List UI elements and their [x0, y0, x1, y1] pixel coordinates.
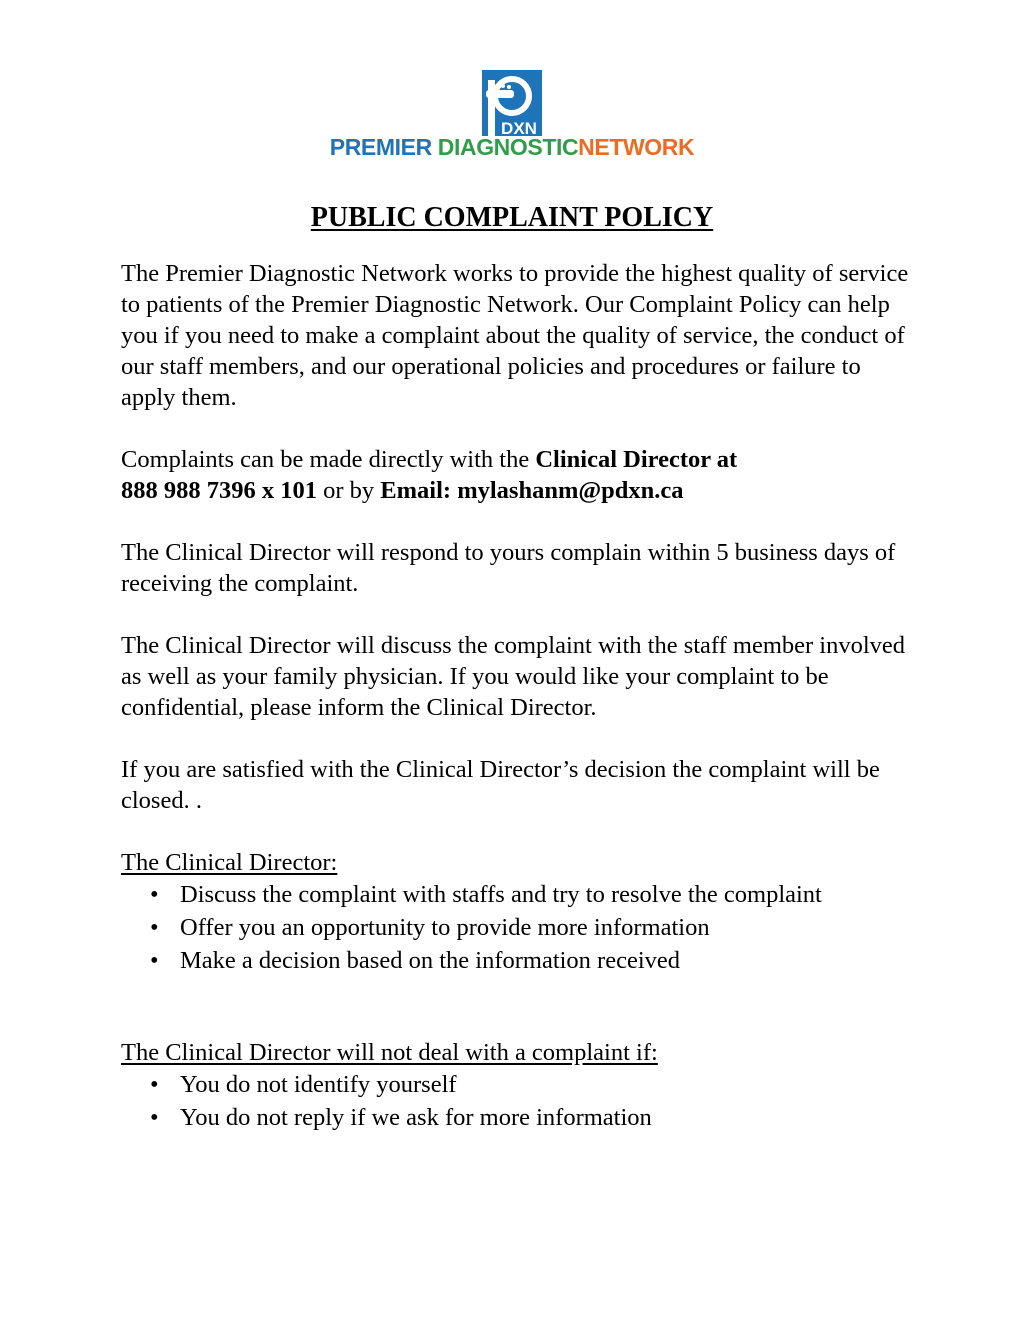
contact-lead: Complaints can be made directly with the	[121, 446, 536, 473]
list-item: • Make a decision based on the information received	[121, 944, 921, 977]
logo-word-network: NETWORK	[578, 134, 695, 160]
logo-word-diagnostic: DIAGNOSTIC	[437, 134, 579, 160]
contact-email: Email: mylashanm@pdxn.ca	[380, 477, 684, 504]
policy-body	[121, 258, 921, 1134]
list-item: • Discuss the complaint with staffs and try to resolve the complaint	[121, 878, 921, 911]
intro-paragraph: The Premier Diagnostic Network works to provide the highest quality of service to patients of the Premier Diagnostic Network. Our Complaint Policy can help you if you need to make a complaint about the quality of service, the conduct of our staff members, and our operational policies and procedures or failure to apply them.	[121, 260, 909, 411]
bullet-icon: •	[150, 1071, 159, 1098]
company-name	[0, 132, 1024, 162]
director-actions-list	[121, 878, 921, 977]
not-deal-list	[121, 1068, 921, 1134]
company-logo	[0, 68, 1024, 163]
bullet-icon: •	[150, 881, 159, 908]
pdxn-logo-mark	[482, 70, 542, 136]
logo-word-premier: PREMIER	[329, 134, 432, 160]
closing-paragraph: If you are satisfied with the Clinical Director’s decision the complaint will be closed. .	[121, 756, 880, 814]
contact-phone: 888 988 7396 x 101	[121, 477, 317, 504]
contact-paragraph	[121, 444, 921, 506]
logo-mark-text: DXN	[501, 119, 537, 136]
contact-middle: or by	[317, 477, 381, 504]
list-item: • You do not identify yourself	[121, 1068, 921, 1101]
response-paragraph: The Clinical Director will respond to yours complain within 5 business days of receiving the complaint.	[121, 539, 896, 597]
bullet-icon: •	[150, 914, 159, 941]
list-item: • Offer you an opportunity to provide more information	[121, 911, 921, 944]
not-deal-section-heading: The Clinical Director will not deal with a complaint if:	[121, 1039, 658, 1066]
discussion-paragraph: The Clinical Director will discuss the complaint with the staff member involved as well as your family physician. If you would like your complaint to be confidential, please inform the Clinical Director.	[121, 632, 906, 721]
bullet-icon: •	[150, 1104, 159, 1131]
page-title: PUBLIC COMPLAINT POLICY	[310, 202, 714, 233]
contact-director-label: Clinical Director at	[535, 446, 738, 473]
bullet-icon: •	[150, 947, 159, 974]
director-section-heading: The Clinical Director:	[121, 849, 338, 876]
list-item: • You do not reply if we ask for more information	[121, 1101, 921, 1134]
